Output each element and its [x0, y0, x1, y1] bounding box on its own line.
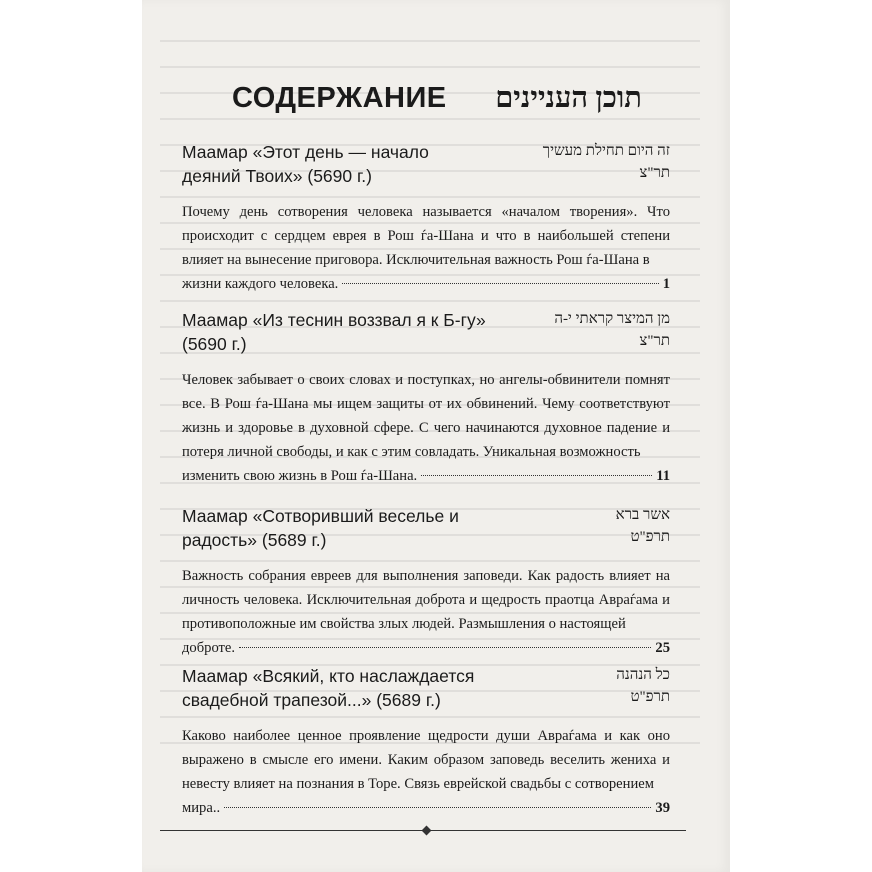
entry-description [182, 564, 670, 660]
entry-hebrew [554, 308, 670, 352]
entry-title: Маамар «Из теснин воззвал я к Б-гу» (5690 г.) [182, 310, 486, 354]
heading-hebrew: תוכן העניינים [495, 82, 642, 114]
entry-page-number[interactable]: 25 [655, 640, 670, 656]
entry-hebrew-title: זה היום תחילת מעשיך [542, 143, 670, 159]
entry-title: Маамар «Всякий, кто наслаждается свадебной трапезой...» (5689 г.) [182, 666, 475, 710]
dot-leader [342, 283, 658, 284]
entry-title: Маамар «Этот день — начало деяний Твоих» (5690 г.) [182, 142, 429, 186]
toc-entry[interactable] [182, 140, 670, 296]
entry-description-text: Каково наиболее ценное проявление щедрости души Авраѓама и как оно выражено в смысле его имени. Каким образом заповедь веселить жениха и невесту влияет на познания в Торе. Связь еврейской свадьбы с сотворением [182, 728, 670, 792]
entry-hebrew-year: תרפ"ט [630, 529, 670, 545]
entry-description-end: жизни каждого человека. [182, 276, 339, 292]
entry-hebrew-year: תר"צ [639, 165, 670, 181]
entry-description [182, 200, 670, 296]
entry-description-text: Важность собрания евреев для выполнения заповеди. Как радость влияет на личность человека. Исключительная доброта и щедрость праотца Авраѓама и противоположные им свойства злых людей. Размышления о настоящей [182, 568, 670, 632]
entry-description [182, 368, 670, 488]
entry-page-number[interactable]: 11 [656, 468, 670, 484]
entry-description-text: Почему день сотворения человека называется «началом творения». Что происходит с сердцем еврея в Рош ѓа-Шана и что в наибольшей степени влияет на вынесение приговора. Исключительная важность Рош ѓа-Шана в [182, 204, 670, 268]
entry-leader-line [182, 796, 670, 820]
entry-hebrew-title: כל הנהנה [616, 667, 670, 683]
entry-description-end: доброте. [182, 640, 236, 656]
entry-description-text: Человек забывает о своих словах и поступках, но ангелы-обвинители помнят все. В Рош ѓа-Шана мы ищем защиты от их обвинений. Чему соответствуют жизнь и здоровье в духовной сфере. С чего начинаются духовное падение и потеря личной свободы, и как с этим совладать. Уникальная возможность [182, 372, 670, 460]
entry-page-number[interactable]: 39 [655, 800, 670, 816]
entry-title: Маамар «Сотворивший веселье и радость» (5689 г.) [182, 506, 459, 550]
entry-description-end: мира.. [182, 800, 221, 816]
entry-hebrew-title: מן המיצר קראתי י-ה [554, 311, 670, 327]
entry-leader-line [182, 464, 670, 488]
entry-hebrew-year: תרפ"ט [630, 689, 670, 705]
contents-heading [232, 82, 642, 122]
entry-hebrew-year: תר"צ [639, 333, 670, 349]
entry-hebrew-title: אשר ברא [615, 507, 670, 523]
entry-hebrew [616, 504, 670, 548]
heading-russian: СОДЕРЖАНИЕ [232, 82, 447, 114]
entry-hebrew [543, 140, 670, 184]
entry-description [182, 724, 670, 820]
entry-description-end: изменить свою жизнь в Рош ѓа-Шана. [182, 468, 418, 484]
dot-leader [421, 475, 652, 476]
entry-hebrew [616, 664, 670, 708]
toc-entry[interactable] [182, 664, 670, 820]
toc-entry[interactable] [182, 308, 670, 488]
dot-leader [224, 807, 651, 808]
entry-leader-line [182, 272, 670, 296]
dot-leader [239, 647, 651, 648]
toc-entry[interactable] [182, 504, 670, 660]
entry-page-number[interactable]: 1 [662, 276, 670, 292]
entry-leader-line [182, 636, 670, 660]
